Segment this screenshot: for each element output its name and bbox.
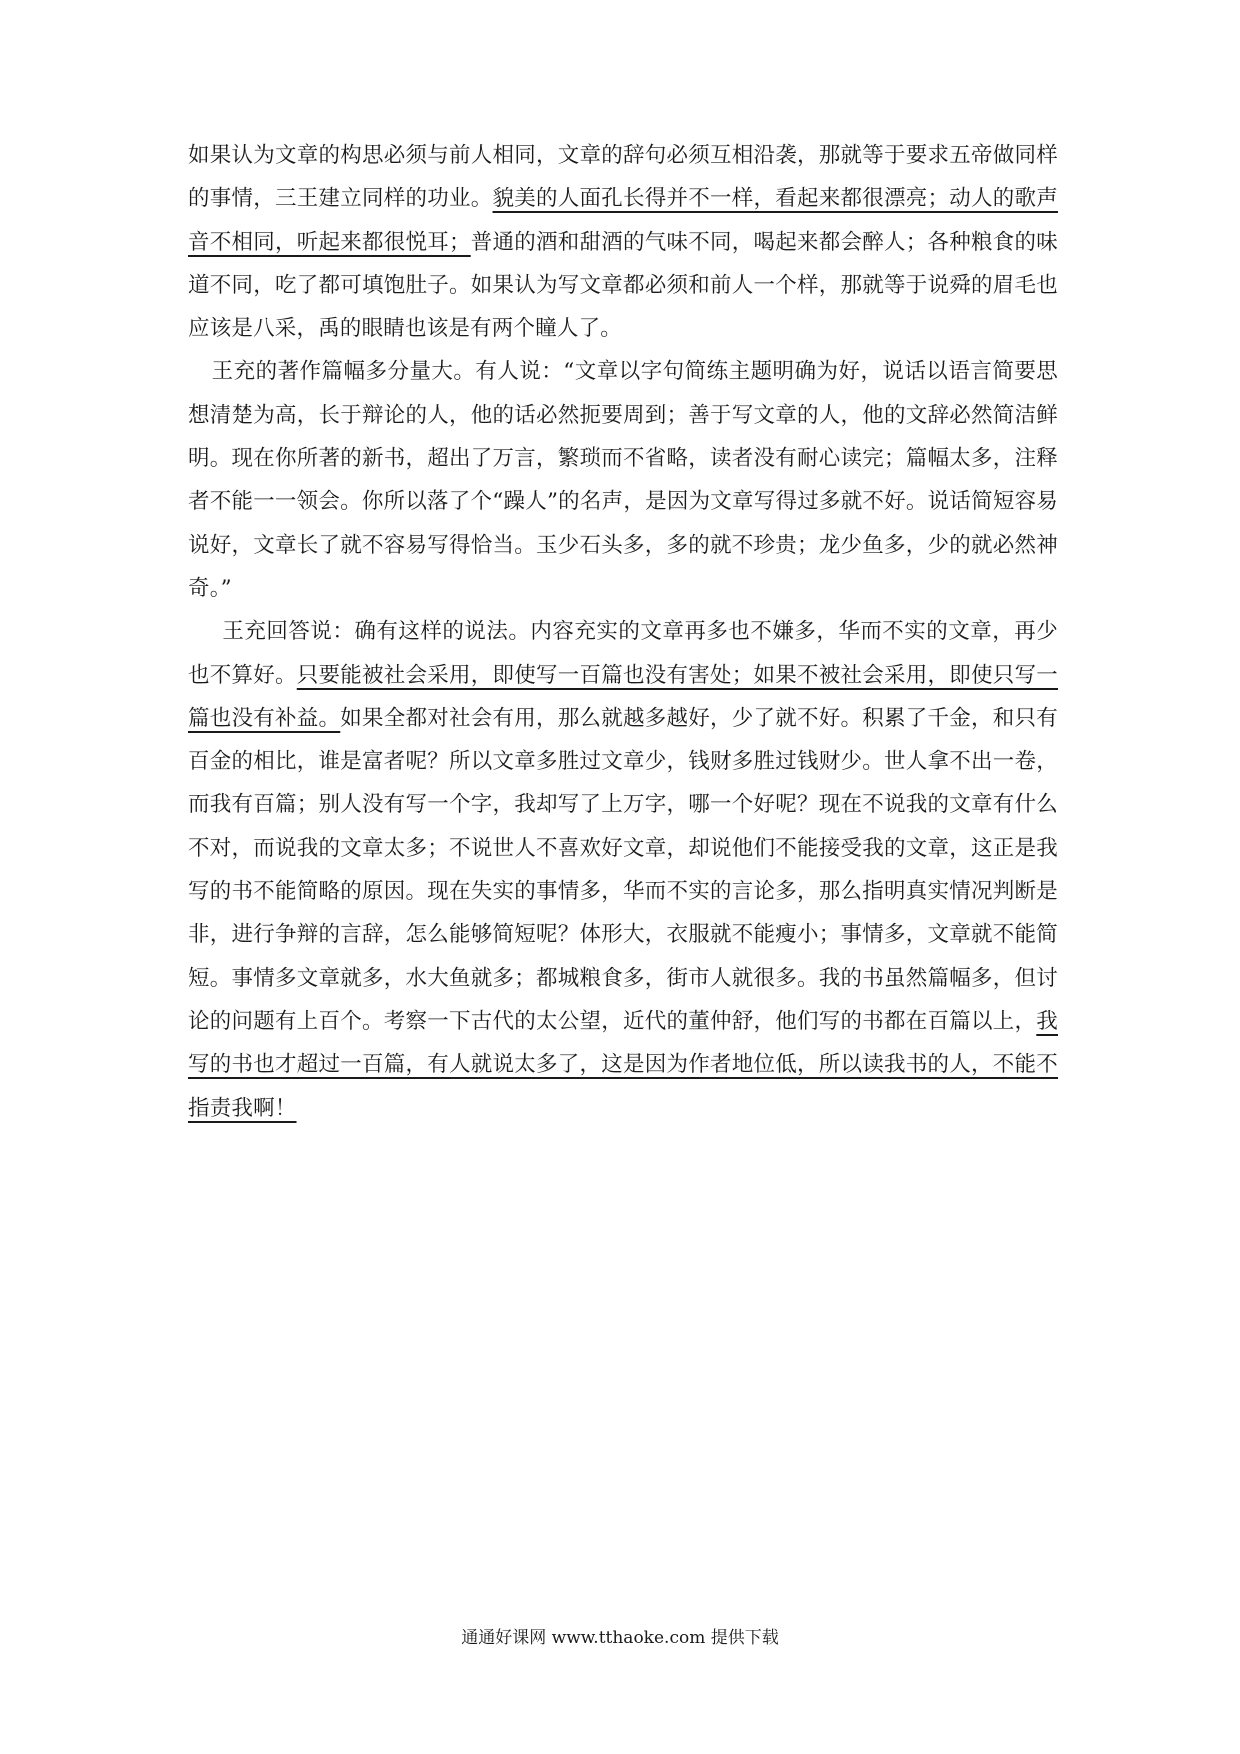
body-text [188,134,1058,1130]
paragraph-3-underlined-segment-2: 我写的书也才超过一百篇，有人就说太多了，这是因为作者地位低，所以读我书的人，不能不指责我啊！ [188,1008,1058,1121]
footer-text: 通通好课网 www.tthaoke.com 提供下载 [461,1628,779,1648]
paragraph-3 [188,610,1058,1130]
page-footer [0,1623,1240,1648]
paragraph-1-underlined-segment: 貌美的人面孔长得并不一样，看起来都很漂亮；动人的歌声音不相同，听起来都很悦耳； [188,186,1058,255]
paragraph-3-underlined-segment-1: 只要能被社会采用，即使写一百篇也没有害处；如果不被社会采用，即使只写一篇也没有补益。 [188,662,1058,731]
paragraph-1-segment-1: 如果认为文章的构思必须与前人相同，文章的辞句必须互相沿袭，那就等于要求五帝做同样的事情，三王建立同样的功业。 [188,143,1058,212]
paragraph-2 [188,350,1058,610]
paragraph-3-segment-1: 王充回答说：确有这样的说法。内容充实的文章再多也不嫌多，华而不实的文章，再少也不算好。 [188,619,1058,688]
paragraph-1 [188,134,1058,350]
paragraph-2-segment-1: 王充的著作篇幅多分量大。有人说：“文章以字句简练主题明确为好，说话以语言简要思想清楚为高，长于辩论的人，他的话必然扼要周到；善于写文章的人，他的文辞必然简洁鲜明。现在你所著的新书，超出了万言，繁琐而不省略，读者没有耐心读完；篇幅太多，注释者不能一一领会。你所以落了个“躁人”的名声，是因为文章写得过多就不好。说话简短容易说好，文章长了就不容易写得恰当。玉少石头多，多的就不珍贵；龙少鱼多，少的就必然神奇。” [188,359,1058,601]
paragraph-3-segment-3: 如果全都对社会有用，那么就越多越好，少了就不好。积累了千金，和只有百金的相比，谁是富者呢？所以文章多胜过文章少，钱财多胜过钱财少。世人拿不出一卷，而我有百篇；别人没有写一个字，我却写了上万字，哪一个好呢？现在不说我的文章有什么不对，而说我的文章太多；不说世人不喜欢好文章，却说他们不能接受我的文章，这正是我写的书不能简略的原因。现在失实的事情多，华而不实的言论多，那么指明真实情况判断是非，进行争辩的言辞，怎么能够简短呢？体形大，衣服就不能瘦小；事情多，文章就不能简短。事情多文章就多，水大鱼就多；都城粮食多，街市人就很多。我的书虽然篇幅多，但讨论的问题有上百个。考察一下古代的太公望，近代的董仲舒，他们写的书都在百篇以上， [188,705,1058,1034]
paragraph-1-segment-3: 普通的酒和甜酒的气味不同，喝起来都会醉人；各种粮食的味道不同，吃了都可填饱肚子。如果认为写文章都必须和前人一个样，那就等于说舜的眉毛也应该是八采，禹的眼睛也该是有两个瞳人了。 [188,229,1058,342]
